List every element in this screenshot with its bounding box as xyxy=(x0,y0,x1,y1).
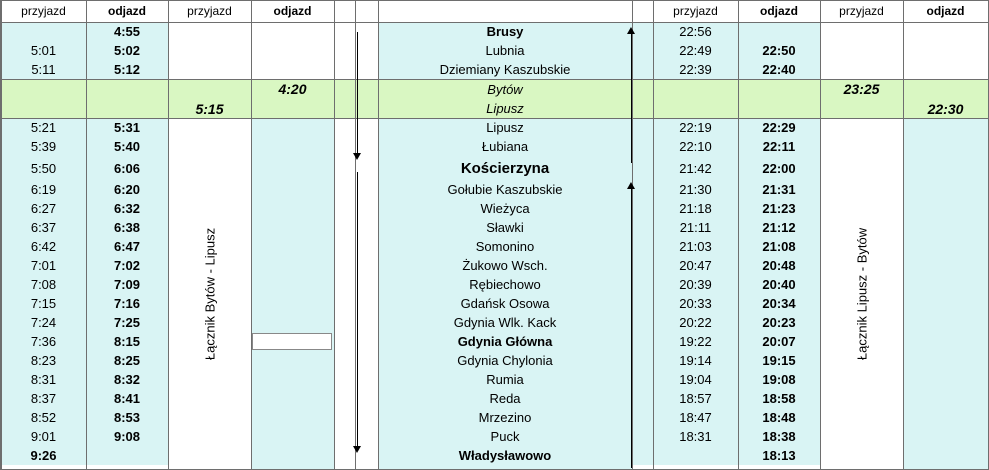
station-name: Puck xyxy=(490,429,520,444)
column-header: odjazd xyxy=(273,4,312,18)
arrival-time: 5:11 xyxy=(31,62,56,77)
arrival-time: 22:39 xyxy=(679,62,712,77)
arrival-time: 20:47 xyxy=(679,258,712,273)
arrival-time: 7:15 xyxy=(30,296,57,311)
bus-time: 23:25 xyxy=(843,81,880,97)
arrival-time: 19:22 xyxy=(679,334,712,349)
departure-time: 8:32 xyxy=(113,372,141,387)
column-header: odjazd xyxy=(926,4,965,18)
departure-time: 6:20 xyxy=(113,182,141,197)
vertical-label-right: Łącznik Lipusz - Bytów xyxy=(854,227,869,361)
arrival-time: 7:01 xyxy=(30,258,57,273)
bus-time: 4:20 xyxy=(278,81,307,97)
bus-column-right-top xyxy=(903,22,988,79)
departure-time: 5:40 xyxy=(113,139,141,154)
arrival-time: 8:52 xyxy=(30,410,57,425)
arrival-time: 9:01 xyxy=(30,429,57,444)
departure-time: 21:08 xyxy=(762,239,796,254)
departure-time: 20:07 xyxy=(762,334,796,349)
bus-column-left-lower xyxy=(251,118,334,470)
grid-vline xyxy=(903,0,904,470)
departure-time: 7:16 xyxy=(113,296,141,311)
departure-time: 9:08 xyxy=(113,429,141,444)
column-header: przyjazd xyxy=(21,4,66,18)
departure-time: 21:12 xyxy=(762,220,796,235)
departure-time: 19:08 xyxy=(762,372,796,387)
station-name: Gdynia Chylonia xyxy=(457,353,553,368)
vertical-label-left: Łącznik Bytów - Lipusz xyxy=(202,227,217,361)
departure-time: 22:50 xyxy=(762,43,796,58)
station-name: Lubnia xyxy=(485,43,525,58)
departure-time: 22:11 xyxy=(762,139,796,154)
departure-time: 19:15 xyxy=(762,353,796,368)
arrival-time: 6:27 xyxy=(30,201,57,216)
station-name: Reda xyxy=(489,391,521,406)
arrival-time: 20:22 xyxy=(679,315,712,330)
arrival-time: 22:19 xyxy=(679,120,712,135)
arrival-time xyxy=(653,446,738,465)
departure-time: 21:23 xyxy=(762,201,796,216)
connector-row-background xyxy=(334,79,355,118)
arrival-time: 21:11 xyxy=(679,220,712,235)
station-name: Rumia xyxy=(486,372,524,387)
departure-time: 6:06 xyxy=(113,160,141,176)
up-arrow-lower xyxy=(631,188,632,468)
departure-time: 4:55 xyxy=(113,24,141,39)
departure-time: 8:41 xyxy=(113,391,141,406)
station-name: Sławki xyxy=(486,220,524,235)
arrival-time: 8:31 xyxy=(30,372,57,387)
connector-station: Lipusz xyxy=(486,101,524,116)
station-name: Lipusz xyxy=(486,120,524,135)
departure-time: 20:40 xyxy=(762,277,796,292)
departure-time: 7:25 xyxy=(113,315,141,330)
departure-time: 20:34 xyxy=(762,296,796,311)
column-header: przyjazd xyxy=(673,4,718,18)
arrival-time: 18:31 xyxy=(679,429,712,444)
arrival-time: 19:04 xyxy=(679,372,712,387)
arrival-time: 9:26 xyxy=(30,448,57,463)
departure-time: 18:58 xyxy=(762,391,796,406)
station-name: Kościerzyna xyxy=(460,159,550,177)
arrival-time: 5:39 xyxy=(30,139,57,154)
down-arrow-lower-head xyxy=(353,446,361,453)
departure-time: 8:53 xyxy=(113,410,141,425)
grid-vline xyxy=(251,0,252,470)
station-name: Gdynia Główna xyxy=(457,334,553,349)
column-header: odjazd xyxy=(760,4,798,18)
arrival-time: 21:03 xyxy=(679,239,712,254)
column-header: przyjazd xyxy=(839,4,884,18)
departure-time: 5:31 xyxy=(113,120,141,135)
highlight-box xyxy=(252,333,332,350)
column-header: odjazd xyxy=(108,4,146,18)
down-arrow-lower xyxy=(357,172,358,447)
arrival-time: 5:50 xyxy=(30,160,57,176)
arrival-time: 19:14 xyxy=(679,353,712,368)
station-name: Brusy xyxy=(486,24,524,39)
arrival-time: 20:33 xyxy=(679,296,712,311)
station-name: Wieżyca xyxy=(480,201,530,216)
column-header: przyjazd xyxy=(187,4,232,18)
arrival-time: 22:56 xyxy=(679,24,712,39)
departure-time: 18:13 xyxy=(762,448,796,463)
grid-vline xyxy=(355,0,356,470)
bus-column-right-lower xyxy=(903,118,988,470)
up-arrow-upper xyxy=(631,33,632,163)
connector-row-background xyxy=(355,79,378,118)
departure-time: 6:38 xyxy=(113,220,141,235)
arrival-time: 6:19 xyxy=(30,182,57,197)
grid-vline xyxy=(820,0,821,470)
station-name: Gołubie Kaszubskie xyxy=(447,182,563,197)
arrival-time: 8:23 xyxy=(30,353,57,368)
departure-time: 6:47 xyxy=(113,239,141,254)
arrival-time: 7:36 xyxy=(30,334,57,349)
down-arrow-upper xyxy=(357,32,358,154)
station-name: Władysławowo xyxy=(458,448,552,463)
arrival-time: 20:39 xyxy=(679,277,712,292)
departure-time: 18:38 xyxy=(762,429,796,444)
down-arrow-upper-head xyxy=(353,153,361,160)
arrival-time: 18:47 xyxy=(679,410,712,425)
bus-column-right-top-a xyxy=(820,22,903,79)
bus-time: 5:15 xyxy=(195,100,224,117)
departure-time: 6:32 xyxy=(113,201,141,216)
arrival-time: 21:30 xyxy=(679,182,712,197)
departure-time xyxy=(738,22,820,41)
station-name: Łubiana xyxy=(481,139,529,154)
grid-vline xyxy=(334,0,335,470)
departure-time: 7:09 xyxy=(113,277,141,292)
arrival-time: 5:21 xyxy=(30,120,57,135)
bus-time: 22:30 xyxy=(927,100,964,117)
connector-station: Bytów xyxy=(487,81,523,97)
departure-time: 18:48 xyxy=(762,410,796,425)
departure-time: 8:25 xyxy=(113,353,141,368)
arrival-time: 18:57 xyxy=(679,391,712,406)
grid-vline xyxy=(632,0,633,470)
arrival-time: 5:01 xyxy=(30,43,57,58)
departure-time: 20:23 xyxy=(762,315,796,330)
arrival-time: 6:42 xyxy=(30,239,57,254)
station-name: Mrzezino xyxy=(478,410,532,425)
arrival-time: 22:49 xyxy=(679,43,712,58)
station-name: Gdańsk Osowa xyxy=(460,296,550,311)
station-name: Żukowo Wsch. xyxy=(462,258,548,273)
station-name: Dziemiany Kaszubskie xyxy=(439,62,571,77)
departure-time xyxy=(86,446,168,465)
departure-time: 5:12 xyxy=(113,62,141,77)
departure-time: 8:15 xyxy=(113,334,141,349)
station-name: Somonino xyxy=(475,239,535,254)
arrival-time: 7:08 xyxy=(30,277,57,292)
arrival-time: 7:24 xyxy=(30,315,57,330)
arrival-time: 6:37 xyxy=(30,220,57,235)
arrival-time: 21:18 xyxy=(679,201,712,216)
bus-column-left-top xyxy=(251,22,334,79)
departure-time: 22:29 xyxy=(762,120,796,135)
arrival-time: 8:37 xyxy=(30,391,57,406)
grid-vline xyxy=(168,0,169,470)
arrival-time xyxy=(1,22,86,41)
departure-time: 22:00 xyxy=(762,160,796,176)
departure-time: 20:48 xyxy=(762,258,796,273)
station-name: Gdynia Wlk. Kack xyxy=(453,315,557,330)
departure-time: 21:31 xyxy=(762,182,796,197)
arrival-time: 22:10 xyxy=(679,139,712,154)
station-name: Rębiechowo xyxy=(469,277,541,292)
bus-column-left-top-a xyxy=(168,22,251,79)
departure-time: 7:02 xyxy=(113,258,141,273)
arrival-time: 21:42 xyxy=(679,160,712,176)
departure-time: 22:40 xyxy=(762,62,796,77)
departure-time: 5:02 xyxy=(113,43,141,58)
